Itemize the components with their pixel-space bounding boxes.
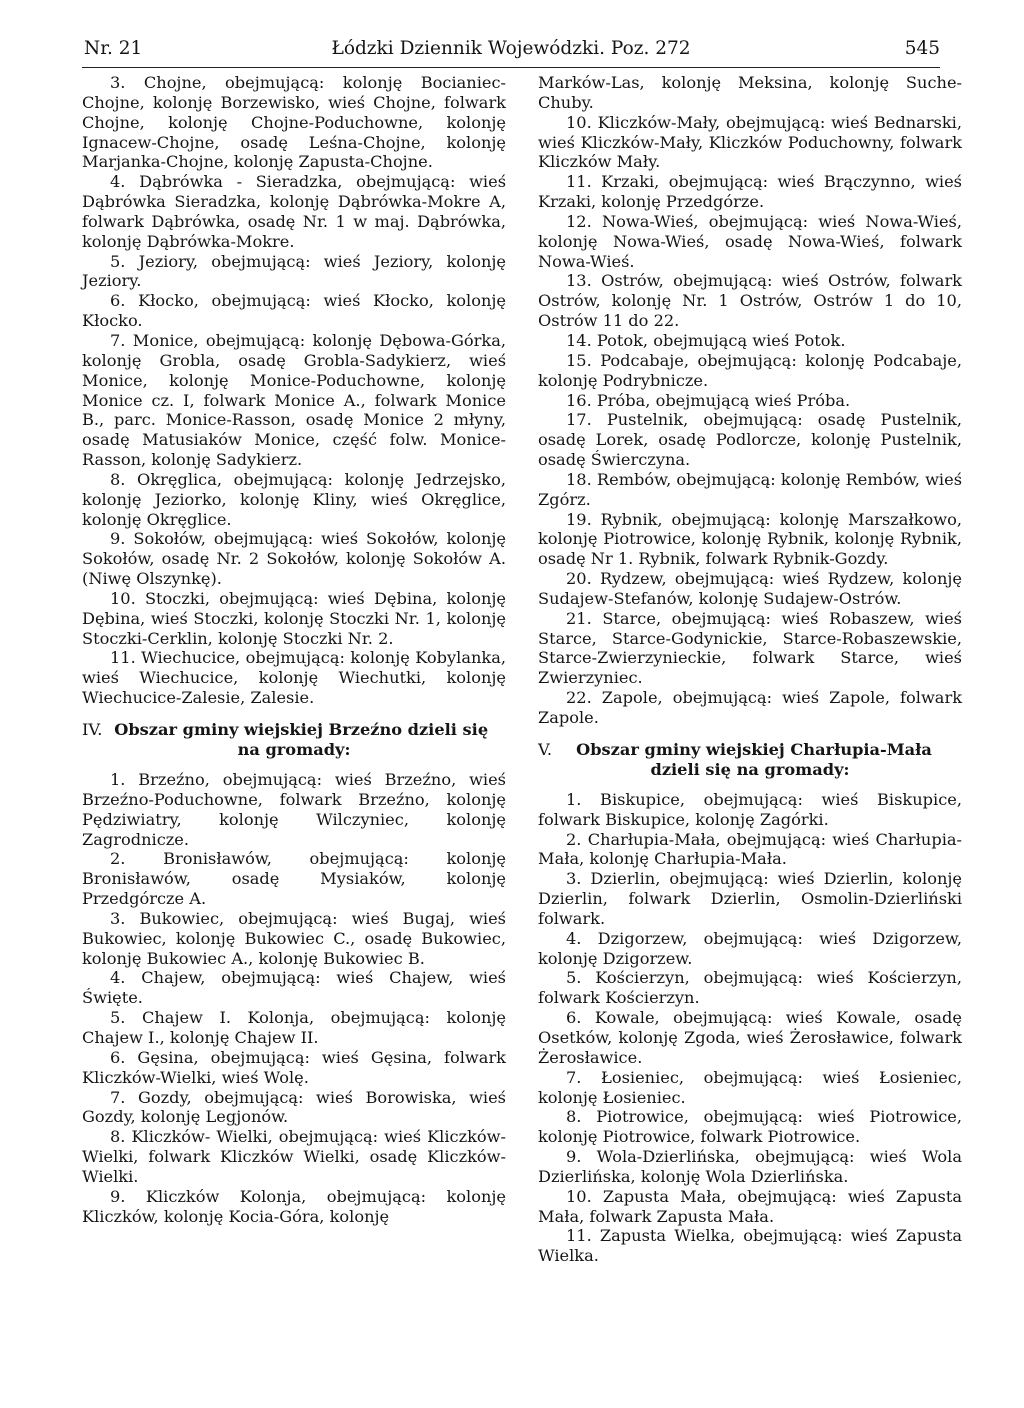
gromada-entry: 8. Okręglica, obejmującą: kolonję Jedrzejsko, kolonję Jeziorko, kolonję Kliny, wieś Okręglice, kolonję Okręglice. (82, 469, 506, 529)
gromada-entry: 3. Chojne, obejmującą: kolonję Bocianiec-Chojne, kolonję Borzewisko, wieś Chojne, folwark Chojne, kolonję Chojne-Poduchowne, kolonję Ignacew-Chojne, osadę Leśna-Chojne, kolonję Marjanka-Chojne, kolonję Zapusta-Chojne. (82, 73, 506, 172)
issue-number: Nr. 21 (84, 38, 143, 59)
gromada-entry: 9. Kliczków Kolonja, obejmującą: kolonję Kliczków, kolonję Kocia-Góra, kolonję (82, 1186, 506, 1226)
gromada-entry: 17. Pustelnik, obejmującą: osadę Pustelnik, osadę Lorek, osadę Podlorcze, kolonję Pustelnik, osadę Świerczyna. (538, 410, 962, 470)
gromada-entry: 19. Rybnik, obejmującą: kolonję Marszałkowo, kolonję Piotrowice, kolonję Rybnik, kolonję Rybnik, osadę Nr 1. Rybnik, folwark Rybnik-Gozdy. (538, 509, 962, 569)
page-number: 545 (904, 38, 940, 59)
section-number: V. (538, 739, 553, 759)
gromada-entry: 11. Zapusta Wielka, obejmującą: wieś Zapusta Wielka. (538, 1226, 962, 1266)
gromada-entry: 6. Kłocko, obejmującą: wieś Kłocko, kolonję Kłocko. (82, 291, 506, 331)
gromada-entry: 14. Potok, obejmującą wieś Potok. (566, 330, 846, 350)
journal-title: Łódzki Dziennik Wojewódzki. Poz. 272 (331, 38, 691, 59)
gromada-entry: 2. Bronisławów, obejmującą: kolonję Bronisławów, osadę Mysiaków, kolonję Przedgórcze A. (82, 849, 506, 909)
section-title: Obszar gminy wiejskiej Charłupia-Mała dzieli się na gromady: (576, 739, 932, 779)
gromada-entry: 10. Stoczki, obejmującą: wieś Dębina, kolonję Dębina, wieś Stoczki, kolonję Stoczki Nr. 1, kolonję Stoczki-Cerklin, kolonję Stoczki Nr. 2. (82, 588, 506, 648)
gromada-entry: 3. Bukowiec, obejmującą: wieś Bugaj, wieś Bukowiec, kolonję Bukowiec C., osadę Bukowiec, kolonję Bukowiec A., kolonję Bukowiec B. (82, 908, 506, 968)
gromada-entry: 7. Gozdy, obejmującą: wieś Borowiska, wieś Gozdy, kolonję Legjonów. (82, 1087, 506, 1127)
gromada-entry: 5. Chajew I. Kolonja, obejmującą: kolonję Chajew I., kolonję Chajew II. (82, 1008, 506, 1047)
gromada-entry: 21. Starce, obejmującą: wieś Robaszew, wieś Starce, Starce-Godynickie, Starce-Robaszewskie, Starce-Zwierzynieckie, folwark Starce, wieś Zwierzyniec. (538, 608, 962, 688)
gromada-entry: 1. Biskupice, obejmującą: wieś Biskupice, folwark Biskupice, kolonję Zagórki. (538, 789, 962, 829)
gromada-entry: 20. Rydzew, obejmującą: wieś Rydzew, kolonję Sudajew-Stefanów, kolonję Sudajew-Ostrów. (538, 569, 962, 608)
gromada-entry: 15. Podcabaje, obejmującą: kolonję Podcabaje, kolonję Podrybnicze. (538, 350, 962, 390)
section-heading (538, 740, 962, 780)
gromada-entry: 1. Brzeźno, obejmującą: wieś Brzeźno, wieś Brzeźno-Poduchowne, folwark Brzeźno, kolonję Pędziwiatry, kolonję Wilczyniec, kolonję Zagrodnicze. (82, 770, 506, 849)
gromada-entry: 3. Dzierlin, obejmującą: wieś Dzierlin, kolonję Dzierlin, folwark Dzierlin, Osmolin-Dzierliński folwark. (538, 869, 962, 928)
section-title: Obszar gminy wiejskiej Brzeźno dzieli się na gromady: (114, 720, 489, 759)
section-number: IV. (82, 720, 103, 739)
gromada-entry: 6. Kowale, obejmującą: wieś Kowale, osadę Osetków, kolonję Zgoda, wieś Żerosławice, folwark Żerosławice. (538, 1008, 962, 1067)
header-rule (82, 67, 940, 68)
gromada-entry: 18. Rembów, obejmującą: kolonję Rembów, wieś Zgórz. (538, 469, 962, 509)
page-header (82, 34, 940, 64)
gromada-entry: 9. Sokołów, obejmującą: wieś Sokołów, kolonję Sokołów, osadę Nr. 2 Sokołów, kolonję Sokołów A. (Niwę Olszynkę). (82, 529, 506, 589)
gromada-entry: 10. Zapusta Mała, obejmującą: wieś Zapusta Mała, folwark Zapusta Mała. (538, 1186, 962, 1226)
gromada-entry: 6. Gęsina, obejmującą: wieś Gęsina, folwark Kliczków-Wielki, wieś Wolę. (82, 1047, 506, 1087)
left-column (82, 73, 506, 1266)
gromada-entry: 8. Piotrowice, obejmującą: wieś Piotrowice, kolonję Piotrowice, folwark Piotrowice. (538, 1107, 962, 1147)
gromada-entry: 12. Nowa-Wieś, obejmującą: wieś Nowa-Wieś, kolonję Nowa-Wieś, osadę Nowa-Wieś, folwark Nowa-Wieś. (538, 211, 962, 271)
right-column (538, 73, 962, 1266)
gromada-entry: 7. Łosieniec, obejmującą: wieś Łosieniec, kolonję Łosieniec. (538, 1067, 962, 1107)
gromada-entry: 10. Kliczków-Mały, obejmującą: wieś Bednarski, wieś Kliczków-Mały, Kliczków Poduchowny, folwark Kliczków Mały. (538, 112, 962, 172)
gromada-entry: 11. Wiechucice, obejmującą: kolonję Kobylanka, wieś Wiechucice, kolonję Wiechutki, kolonję Wiechucice-Zalesie, Zalesie. (82, 648, 506, 708)
gromada-entry: 4. Dzigorzew, obejmującą: wieś Dzigorzew, kolonję Dzigorzew. (538, 928, 962, 968)
gromada-entry: 16. Próba, obejmującą wieś Próba. (566, 390, 851, 410)
gromada-entry: 4. Chajew, obejmującą: wieś Chajew, wieś Święte. (82, 968, 506, 1008)
section-heading (82, 720, 506, 760)
continued-entry: Marków-Las, kolonję Meksina, kolonję Suche-Chuby. (538, 73, 962, 112)
gromada-entry: 13. Ostrów, obejmującą: wieś Ostrów, folwark Ostrów, kolonję Nr. 1 Ostrów, Ostrów 1 do 10, Ostrów 11 do 22. (538, 271, 962, 331)
gromada-entry: 5. Kościerzyn, obejmującą: wieś Kościerzyn, folwark Kościerzyn. (538, 968, 962, 1008)
gromada-entry: 2. Charłupia-Mała, obejmującą: wieś Charłupia-Mała, kolonję Charłupia-Mała. (538, 829, 962, 869)
gromada-entry: 8. Kliczków- Wielki, obejmującą: wieś Kliczków-Wielki, folwark Kliczków Wielki, osadę Kliczków-Wielki. (82, 1127, 506, 1186)
gromada-entry: 9. Wola-Dzierlińska, obejmującą: wieś Wola Dzierlińska, kolonję Wola Dzierlińska. (538, 1147, 962, 1186)
gromada-entry: 5. Jeziory, obejmującą: wieś Jeziory, kolonję Jeziory. (82, 251, 506, 291)
gromada-entry: 22. Zapole, obejmującą: wieś Zapole, folwark Zapole. (538, 688, 962, 727)
gromada-entry: 7. Monice, obejmującą: kolonję Dębowa-Górka, kolonję Grobla, osadę Grobla-Sadykierz, wieś Monice, kolonję Monice-Poduchowne, kolonję Monice cz. I, folwark Monice A., folwark Monice B., parc. Monice-Rasson, osadę Monice 2 młyny, osadę Matusiaków Monice, część folw. Monice-Rasson, kolonję Sadykierz. (82, 330, 506, 470)
text-columns (82, 73, 962, 1266)
gromada-entry: 11. Krzaki, obejmującą: wieś Brączynno, wieś Krzaki, kolonję Przedgórze. (538, 172, 962, 212)
gromada-entry: 4. Dąbrówka - Sieradzka, obejmującą: wieś Dąbrówka Sieradzka, kolonję Dąbrówka-Mokre A, folwark Dąbrówka, osadę Nr. 1 w maj. Dąbrówka, kolonję Dąbrówka-Mokre. (82, 172, 506, 251)
